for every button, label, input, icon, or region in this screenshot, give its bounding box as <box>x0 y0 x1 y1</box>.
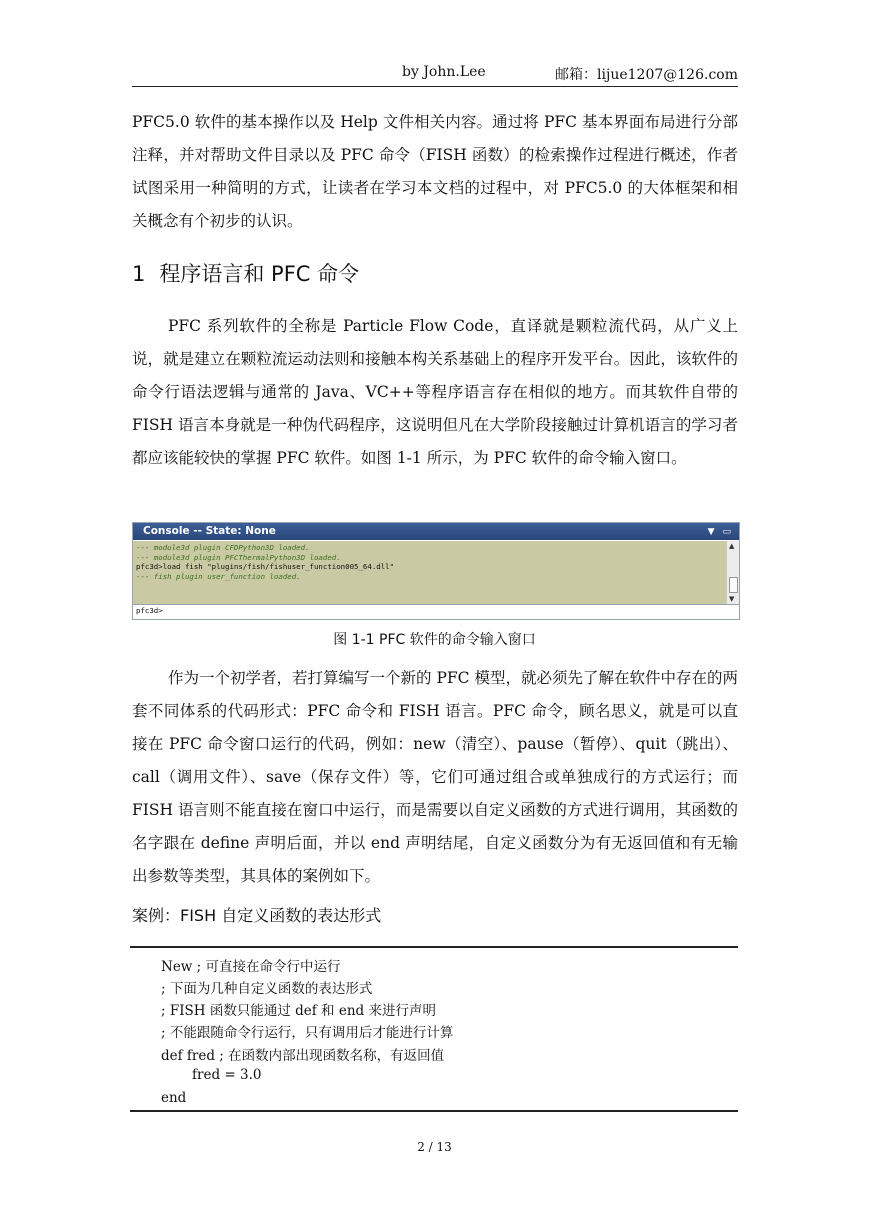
figure-caption: 图 1-1 PFC 软件的命令输入窗口 <box>333 632 536 648</box>
scroll-up-icon: ▲ <box>729 542 735 550</box>
code-example-box <box>130 946 738 1112</box>
case-title: 案例：FISH 自定义函数的表达形式 <box>132 906 382 925</box>
paragraph-code-forms: 作为一个初学者，若打算编写一个新的 PFC 模型，就必须先了解在软件中存在的两套不同体系的代码形式：PFC 命令和 FISH 语言。PFC 命令，顾名思义，就是可以直接在 PFC 命令窗口运行的代码，例如：new（清空）、pause（暂停）、quit（跳出）、call（调用文件）、save（保存文件）等，它们可通过组合或单独成行的方式运行；而 FISH 语言则不能直接在窗口中运行，而是需要以自定义函数的方式进行调用，其函数的名字跟在 define 声明后面，并以 end 声明结尾，自定义函数分为有无返回值和有无输出参数等类型，其具体的案例如下。 <box>132 669 738 885</box>
console-output <box>133 541 727 604</box>
console-title: Console -- State: None <box>143 525 276 537</box>
header-author: by John.Lee <box>402 64 486 80</box>
section-heading <box>132 258 359 288</box>
paragraph-pfc-overview: PFC 系列软件的全称是 Particle Flow Code，直译就是颗粒流代码，从广义上说，就是建立在颗粒流运动法则和接触本构关系基础上的程序开发平台。因此，该软件的命令行语法逻辑与通常的 Java、VC++等程序语言存在相似的地方。而其软件自带的 FISH 语言本身就是一种伪代码程序，这说明但凡在大学阶段接触过计算机语言的学习者都应该能较快的掌握 PFC 软件。如图 1-1 所示，为 PFC 软件的命令输入窗口。 <box>132 317 738 467</box>
console-prompt: pfc3d> <box>136 606 163 615</box>
scrollbar-thumb <box>729 577 738 593</box>
console-line: pfc3d>load fish "plugins/fish/fishuser_function005_64.dll" <box>136 562 395 572</box>
code-line: fred = 3.0 <box>192 1067 262 1083</box>
console-line: --- module3d plugin CFDPython3D loaded. <box>136 543 310 552</box>
dropdown-arrow-icon: ▼ <box>707 527 715 537</box>
titlebar-icons <box>700 523 731 540</box>
section-number: 1 <box>132 262 146 286</box>
page-header <box>132 60 738 87</box>
console-divider <box>133 604 739 605</box>
console-window-figure <box>132 522 740 620</box>
section-title: 程序语言和 PFC 命令 <box>159 262 360 286</box>
code-line: ; 不能跟随命令行运行，只有调用后才能进行计算 <box>161 1025 454 1041</box>
code-line: def fred ; 在函数内部出现函数名称，有返回值 <box>161 1048 445 1064</box>
console-line: --- module3d plugin PFCThermalPython3D loaded. <box>136 552 341 562</box>
scroll-down-icon: ▼ <box>729 595 735 603</box>
console-line: --- fish plugin user_function loaded. <box>136 571 301 581</box>
page-number: 2 / 13 <box>417 1140 452 1154</box>
intro-paragraph: PFC5.0 软件的基本操作以及 Help 文件相关内容。通过将 PFC 基本界面布局进行分部注释，并对帮助文件目录以及 PFC 命令（FISH 函数）的检索操作过程进行概述，作者试图采用一种简明的方式，让读者在学习本文档的过程中，对 PFC5.0 的大体框架和相关概念有个初步的认识。 <box>132 113 738 230</box>
header-email: 邮箱：lijue1207@126.com <box>555 67 738 83</box>
console-scrollbar <box>726 541 739 604</box>
code-line: ; 下面为几种自定义函数的表达形式 <box>161 981 373 997</box>
code-line: ; FISH 函数只能通过 def 和 end 来进行声明 <box>161 1003 436 1019</box>
code-line: New ; 可直接在命令行中运行 <box>161 959 341 975</box>
console-titlebar <box>133 523 739 540</box>
code-line: end <box>161 1090 187 1106</box>
window-menu-icon: ▭ <box>722 527 731 537</box>
